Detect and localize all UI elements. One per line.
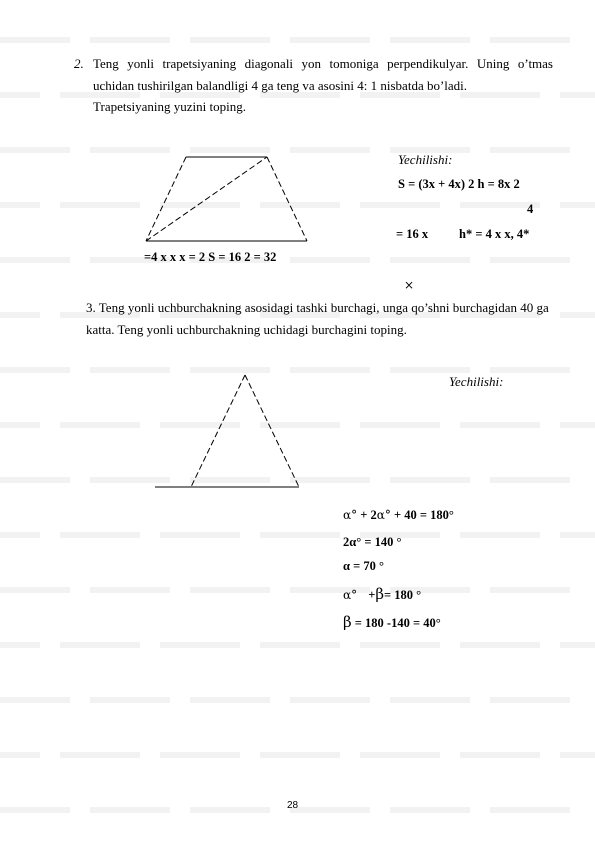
problem-3-eq-5: β = 180 -140 = 40° <box>343 613 441 631</box>
triangle-right-side <box>245 375 299 487</box>
problem-2-formula-4: =4 x x x = 2 S = 16 2 = 32 <box>144 250 277 264</box>
problem-2-statement: Teng yonli trapetsiyaning diagonali yon tomoniga perpendikulyar. Uning o’tmas uchidan tushirilgan balandligi 4 ga teng va asosini 4: 1 nisbatda bo’ladi. <box>93 56 553 93</box>
problem-2-formula-3a: = 16 x <box>396 227 429 241</box>
alpha-symbol: α° <box>376 508 391 522</box>
beta-symbol: β <box>375 585 385 603</box>
problem-2-question: Trapetsiyaning yuzini toping. <box>93 99 246 114</box>
stray-times-mark: × <box>404 278 415 292</box>
triangle-left-side <box>191 375 245 487</box>
problem-3-solution-label: Yechilishi: <box>449 374 504 389</box>
problem-3-eq-3: α = 70 ° <box>343 559 384 573</box>
page-number: 28 <box>287 800 299 811</box>
alpha-symbol: α° <box>343 588 358 602</box>
problem-3-eq-2: 2α° = 140 ° <box>343 535 402 549</box>
problem-2-formula-1: S = (3x + 4x) 2 h = 8x 2 <box>398 177 520 191</box>
problem-2-solution-label: Yechilishi: <box>398 152 453 167</box>
problem-2-formula-2: 4 <box>527 202 534 216</box>
problem-3-text: 3. Teng yonli uchburchakning asosidagi tashki burchagi, unga qo’shni burchagidan 40 ga katta. Teng yonli uchburchakning uchidagi burchagini toping. <box>86 300 549 337</box>
problem-2-number: 2. <box>74 56 84 71</box>
problem-2-formula-3b: h* = 4 x x, 4* <box>459 227 530 241</box>
problem-3-eq-1: α° + 2α° + 40 = 180° <box>343 508 454 522</box>
beta-symbol: β <box>343 613 352 631</box>
alpha-symbol: α° <box>343 508 358 522</box>
problem-3-eq-4: α° +β= 180 ° <box>343 585 422 603</box>
